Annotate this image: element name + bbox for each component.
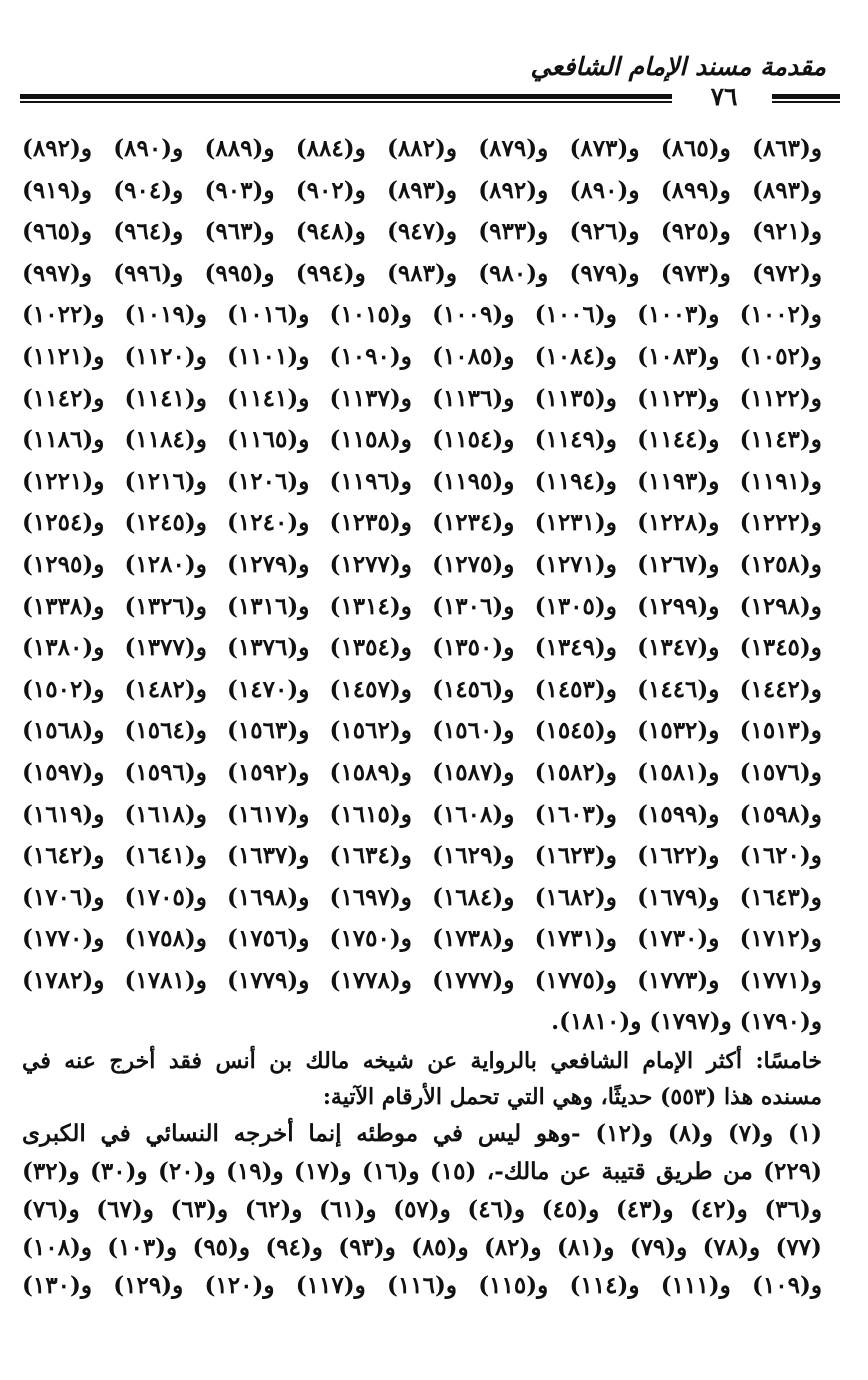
- reference-line: و(١٤٤٢) و(١٤٤٦) و(١٤٥٣) و(١٤٥٦) و(١٤٥٧) و(١٤٧٠) و(١٤٨٢) و(١٥٠٢): [22, 675, 822, 703]
- malik-hadith-list: [22, 1115, 822, 1305]
- paragraph-text: أكثر الإمام الشافعي بالرواية عن شيخه مالك بن أنس فقد أخرج عنه في: [22, 1048, 742, 1075]
- reference-line: و(١٥٧٦) و(١٥٨١) و(١٥٨٢) و(١٥٨٧) و(١٥٨٩) و(١٥٩٢) و(١٥٩٦) و(١٥٩٧): [22, 758, 822, 786]
- reference-line: و(١٥١٣) و(١٥٣٢) و(١٥٤٥) و(١٥٦٠) و(١٥٦٢) و(١٥٦٣) و(١٥٦٤) و(١٥٦٨): [22, 717, 822, 745]
- header-rule: [20, 94, 672, 99]
- reference-list: [22, 128, 822, 1043]
- reference-line-final: و(١٧٩٠) و(١٧٩٧) و(١٨١٠).: [551, 1008, 822, 1036]
- reference-line: و(١١٩١) و(١١٩٣) و(١١٩٤) و(١١٩٥) و(١١٩٦) و(١٢٠٦) و(١٢١٦) و(١٢٢١): [22, 467, 822, 495]
- reference-line: و(١٢٩٨) و(١٢٩٩) و(١٣٠٥) و(١٣٠٦) و(١٣١٤) و(١٣١٦) و(١٣٢٦) و(١٣٣٨): [22, 592, 822, 620]
- hadith-list-line: (١) و(٧) و(٨) و(١٢) -وهو ليس في موطئه إنما أخرجه النسائي في الكبرى: [22, 1120, 822, 1148]
- page-header: [20, 52, 826, 112]
- reference-line: و(١٧٧١) و(١٧٧٣) و(١٧٧٥) و(١٧٧٧) و(١٧٧٨) و(١٧٧٩) و(١٧٨١) و(١٧٨٢): [22, 966, 822, 994]
- reference-line: و(٨٩٣) و(٨٩٩) و(٨٩٠) و(٨٩٢) و(٨٩٣) و(٩٠٢) و(٩٠٣) و(٩٠٤) و(٩١٩): [22, 176, 822, 204]
- reference-line: و(١٦٢٠) و(١٦٢٢) و(١٦٢٣) و(١٦٢٩) و(١٦٣٤) و(١٦٣٧) و(١٦٤١) و(١٦٤٢): [22, 842, 822, 870]
- page-number: ٧٦: [710, 82, 738, 111]
- reference-line: و(١٥٩٨) و(١٥٩٩) و(١٦٠٣) و(١٦٠٨) و(١٦١٥) و(١٦١٧) و(١٦١٨) و(١٦١٩): [22, 800, 822, 828]
- hadith-list-line: و(١٠٩) و(١١١) و(١١٤) و(١١٥) و(١١٦) و(١١٧) و(١٢٠) و(١٢٩) و(١٣٠): [22, 1272, 822, 1300]
- reference-line: و(١٠٠٢) و(١٠٠٣) و(١٠٠٦) و(١٠٠٩) و(١٠١٥) و(١٠١٦) و(١٠١٩) و(١٠٢٢): [22, 301, 822, 329]
- reference-line: و(١٣٤٥) و(١٣٤٧) و(١٣٤٩) و(١٣٥٠) و(١٣٥٤) و(١٣٧٦) و(١٣٧٧) و(١٣٨٠): [22, 634, 822, 662]
- paragraph-line: [22, 1043, 822, 1079]
- header-rule-right: [772, 94, 840, 99]
- header-rule-right-thin: [772, 101, 840, 103]
- reference-line: و(١٧١٢) و(١٧٣٠) و(١٧٣١) و(١٧٣٨) و(١٧٥٠) و(١٧٥٦) و(١٧٥٨) و(١٧٧٠): [22, 925, 822, 953]
- hadith-list-line: (٢٢٩) من طريق قتيبة عن مالك-، (١٥) و(١٦) و(١٧) و(١٩) و(٢٠) و(٣٠) و(٣٢): [22, 1158, 822, 1186]
- reference-line: و(٩٧٢) و(٩٧٣) و(٩٧٩) و(٩٨٠) و(٩٨٣) و(٩٩٤) و(٩٩٥) و(٩٩٦) و(٩٩٧): [22, 259, 822, 287]
- section-label: خامسًا:: [755, 1048, 822, 1075]
- header-rule-thin: [20, 101, 672, 103]
- hadith-list-line: (٧٧) و(٧٨) و(٧٩) و(٨١) و(٨٢) و(٨٥) و(٩٣) و(٩٤) و(٩٥) و(١٠٣) و(١٠٨): [22, 1234, 822, 1262]
- reference-line: و(١١٢٢) و(١١٢٣) و(١١٣٥) و(١١٣٦) و(١١٣٧) و(١١٤١) و(١١٤١) و(١١٤٢): [22, 384, 822, 412]
- reference-line: و(٨٦٣) و(٨٦٥) و(٨٧٣) و(٨٧٩) و(٨٨٢) و(٨٨٤) و(٨٨٩) و(٨٩٠) و(٨٩٢): [22, 135, 822, 162]
- reference-line: و(٩٢١) و(٩٢٥) و(٩٢٦) و(٩٣٣) و(٩٤٧) و(٩٤٨) و(٩٦٣) و(٩٦٤) و(٩٦٥): [22, 218, 822, 246]
- reference-line: و(١١٤٣) و(١١٤٤) و(١١٤٩) و(١١٥٤) و(١١٥٨) و(١١٦٥) و(١١٨٤) و(١١٨٦): [22, 426, 822, 454]
- reference-line: و(١٦٤٣) و(١٦٧٩) و(١٦٨٢) و(١٦٨٤) و(١٦٩٧) و(١٦٩٨) و(١٧٠٥) و(١٧٠٦): [22, 883, 822, 911]
- running-title: مقدمة مسند الإمام الشافعي: [530, 52, 826, 81]
- reference-line: و(١٢٥٨) و(١٢٦٧) و(١٢٧١) و(١٢٧٥) و(١٢٧٧) و(١٢٧٩) و(١٢٨٠) و(١٢٩٥): [22, 550, 822, 578]
- reference-line: و(١٢٢٢) و(١٢٢٨) و(١٢٣١) و(١٢٣٤) و(١٢٣٥) و(١٢٤٠) و(١٢٤٥) و(١٢٥٤): [22, 509, 822, 537]
- hadith-list-line: و(٣٦) و(٤٢) و(٤٣) و(٤٥) و(٤٦) و(٥٧) و(٦١) و(٦٢) و(٦٣) و(٦٧) و(٧٦): [22, 1196, 822, 1224]
- section-five-paragraph: [22, 1043, 822, 1115]
- page-body: [22, 128, 822, 1305]
- paragraph-line: مسنده هذا (٥٥٣) حديثًا، وهي التي تحمل الأرقام الآتية:: [322, 1084, 822, 1111]
- reference-line: و(١٠٥٢) و(١٠٨٣) و(١٠٨٤) و(١٠٨٥) و(١٠٩٠) و(١١٠١) و(١١٢٠) و(١١٢١): [22, 342, 822, 370]
